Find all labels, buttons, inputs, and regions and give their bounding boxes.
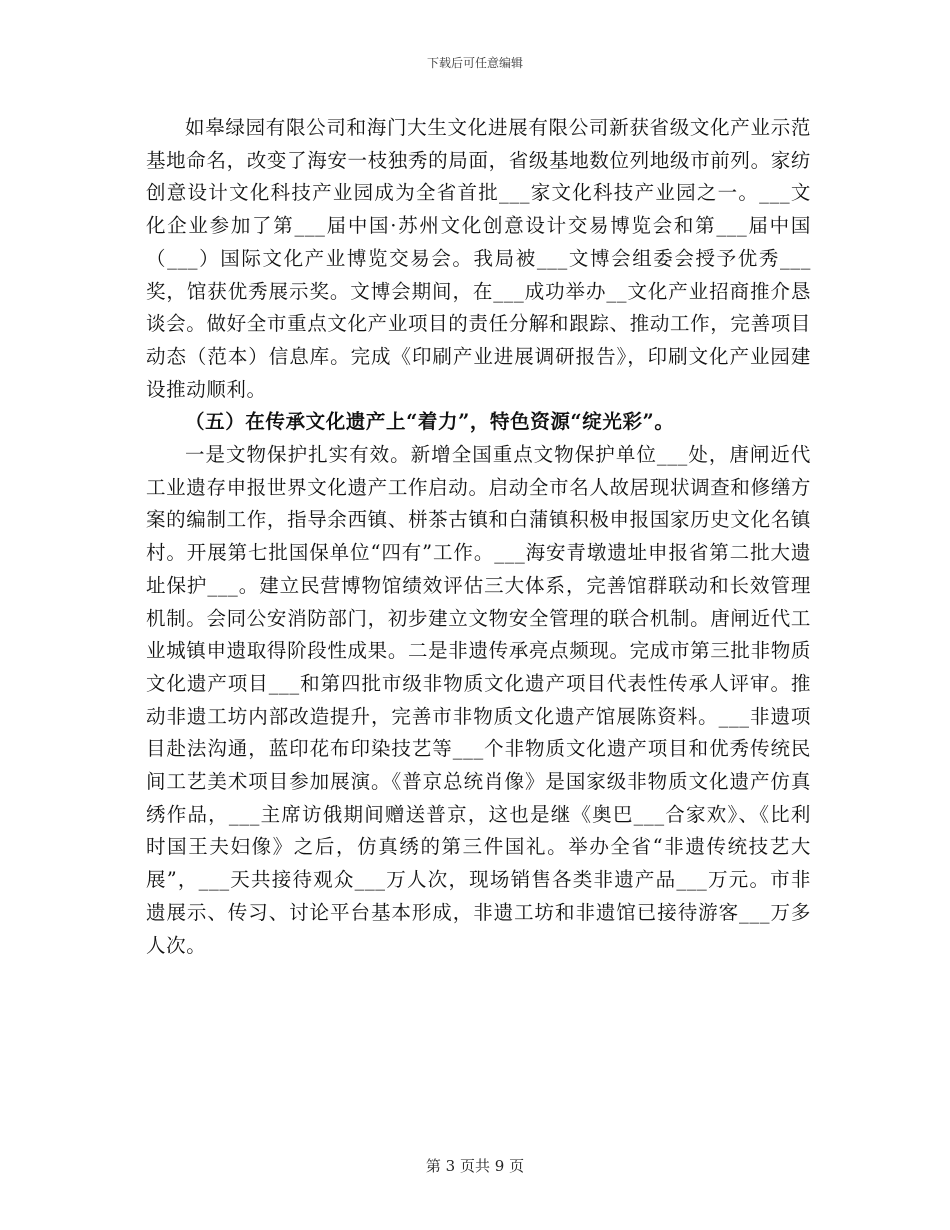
- paragraph-cultural-industry: 如皋绿园有限公司和海门大生文化进展有限公司新获省级文化产业示范基地命名，改变了海安一枝独秀的局面，省级基地数位列地级市前列。家纺创意设计文化科技产业园成为全省首批___家文化科技产业园之一。___文化企业参加了第___届中国·苏州文化创意设计交易博览会和第___届中国（___）国际文化产业博览交易会。我局被___文博会组委会授予优秀___奖，馆获优秀展示奖。文博会期间，在___成功举办__文化产业招商推介恳谈会。做好全市重点文化产业项目的责任分解和跟踪、推动工作，完善项目动态（范本）信息库。完成《印刷产业进展调研报告》，印刷文化产业园建设推动顺利。: [146, 116, 811, 401]
- document-body: [146, 112, 811, 962]
- page-header: 下载后可任意编辑: [426, 56, 523, 70]
- page-footer: 第 3 页共 9 页: [425, 1157, 525, 1175]
- paragraph-heritage-protection: 一是文物保护扎实有效。新增全国重点文物保护单位___处，唐闸近代工业遗存申报世界文化遗产工作启动。启动全市名人故居现状调查和修缮方案的编制工作，指导余西镇、栟茶古镇和白蒲镇积极申报国家历史文化名镇村。开展第七批国保单位“四有”工作。___海安青墩遗址申报省第二批大遗址保护___。建立民营博物馆绩效评估三大体系，完善馆群联动和长效管理机制。会同公安消防部门，初步建立文物安全管理的联合机制。唐闸近代工业城镇申遗取得阶段性成果。二是非遗传承亮点频现。完成市第三批非物质文化遗产项目___和第四批市级非物质文化遗产项目代表性传承人评审。推动非遗工坊内部改造提升，完善市非物质文化遗产馆展陈资料。___非遗项目赴法沟通，蓝印花布印染技艺等___个非物质文化遗产项目和优秀传统民间工艺美术项目参加展演。《普京总统肖像》是国家级非物质文化遗产仿真绣作品，___主席访俄期间赠送普京，这也是继《奥巴___合家欢》、《比利时国王夫妇像》之后，仿真绣的第三件国礼。举办全省“非遗传统技艺大展”，___天共接待观众___万人次，现场销售各类非遗产品___万元。市非遗展示、传习、讨论平台基本形成，非遗工坊和非遗馆已接待游客___万多人次。: [146, 443, 811, 957]
- section-heading-cultural-heritage: （五）在传承文化遗产上“着力”，特色资源“绽光彩”。: [185, 410, 675, 434]
